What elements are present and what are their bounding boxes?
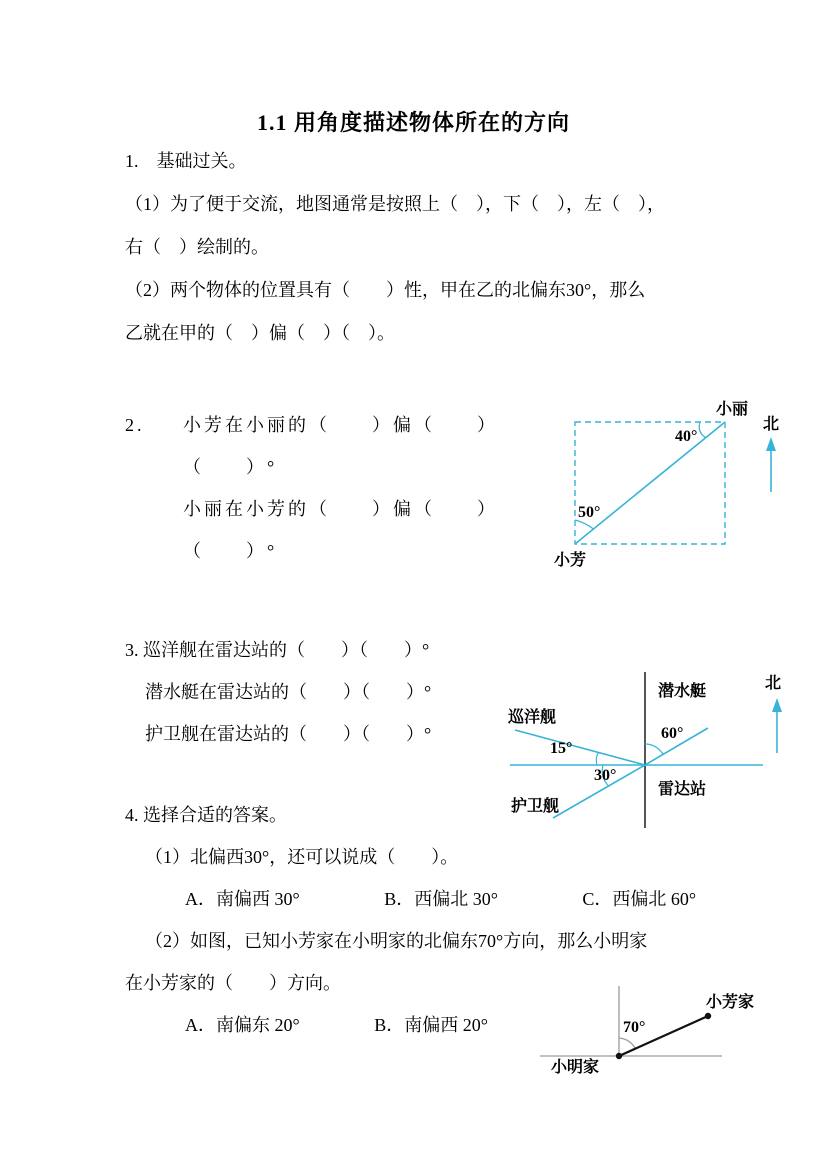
angle-arc-15	[596, 753, 598, 766]
label-xiaofang: 小芳	[553, 552, 587, 569]
option-b: B．南偏西 20°	[374, 1015, 488, 1035]
q4-sub2-line2: 在小芳家的（ ）方向。	[125, 973, 341, 993]
label-angle-50: 50°	[578, 504, 601, 521]
option-a: A．南偏西 30°	[185, 889, 300, 909]
label-north: 北	[762, 416, 780, 433]
xiaofang-home-point	[705, 1013, 711, 1019]
option-c: C．西偏北 60°	[582, 889, 697, 909]
q4-sub1-options	[125, 878, 710, 920]
label-xiaoming-home: 小明家	[550, 1059, 600, 1076]
q1-heading: 1. 基础过关。	[125, 151, 247, 171]
label-angle-40: 40°	[675, 428, 698, 445]
label-radar-station: 雷达站	[657, 781, 707, 798]
q2-line1-text: 小芳在小丽的（ ）偏（ ）	[183, 415, 498, 435]
xiaoming-home-point	[616, 1053, 622, 1059]
option-a: A．南偏东 20°	[185, 1015, 300, 1035]
label-angle-60: 60°	[661, 725, 684, 742]
option-b: B．西偏北 30°	[384, 889, 498, 909]
q2-line4: （ ）°	[183, 541, 278, 561]
q3-line3: 护卫舰在雷达站的（ ）（ ）°	[145, 724, 432, 744]
diagram-xiaofang-xiaoli	[540, 393, 800, 578]
q1-sub1-line2: 右（ ）绘制的。	[125, 237, 269, 257]
question-2	[125, 404, 565, 572]
angle-arc-50	[575, 520, 594, 529]
q1-sub1-line1: （1）为了便于交流，地图通常是按照上（ ），下（ ），左（ ），	[125, 194, 665, 214]
q2-line1	[125, 404, 565, 446]
north-arrow-head	[772, 698, 782, 712]
label-angle-15: 15°	[550, 740, 573, 757]
angle-arc-40	[699, 422, 705, 438]
angle-arc-70	[619, 1038, 635, 1049]
label-xiaofang-home: 小芳家	[705, 994, 755, 1011]
q1-sub2-line2: 乙就在甲的（ ）偏（ ）（ ）。	[125, 323, 395, 343]
label-angle-70: 70°	[623, 1019, 646, 1036]
q4-heading: 4. 选择合适的答案。	[125, 805, 287, 825]
label-north: 北	[764, 675, 782, 692]
q1-sub2-line1: （2）两个物体的位置具有（ ）性，甲在乙的北偏东30°，那么	[125, 280, 646, 300]
label-cruiser: 巡洋舰	[507, 709, 557, 726]
question-1	[125, 140, 710, 355]
q2-number: 2.	[125, 415, 145, 435]
q4-sub1: （1）北偏西30°，还可以说成（ ）。	[145, 847, 459, 867]
label-angle-30: 30°	[594, 767, 617, 784]
north-arrow-head	[766, 437, 776, 451]
label-submarine: 潜水艇	[657, 683, 707, 700]
diagonal-line	[575, 422, 725, 544]
diagram-xiaoming-xiaofang-homes	[535, 982, 795, 1078]
q3-line2: 潜水艇在雷达站的（ ）（ ）°	[145, 682, 432, 702]
page-title: 1.1 用角度描述物体所在的方向	[256, 110, 570, 135]
question-3	[125, 629, 545, 755]
q4-sub2-line1: （2）如图，已知小芳家在小明家的北偏东70°方向，那么小明家	[145, 931, 648, 951]
cruiser-line	[515, 730, 645, 765]
label-frigate: 护卫舰	[510, 798, 560, 815]
q2-line2: （ ）°	[183, 457, 278, 477]
angle-arc-60	[645, 744, 663, 754]
label-xiaoli: 小丽	[715, 401, 749, 418]
q3-line1: 3. 巡洋舰在雷达站的（ ）（ ）°	[125, 640, 430, 660]
q2-line3: 小丽在小芳的（ ）偏（ ）	[183, 499, 498, 519]
